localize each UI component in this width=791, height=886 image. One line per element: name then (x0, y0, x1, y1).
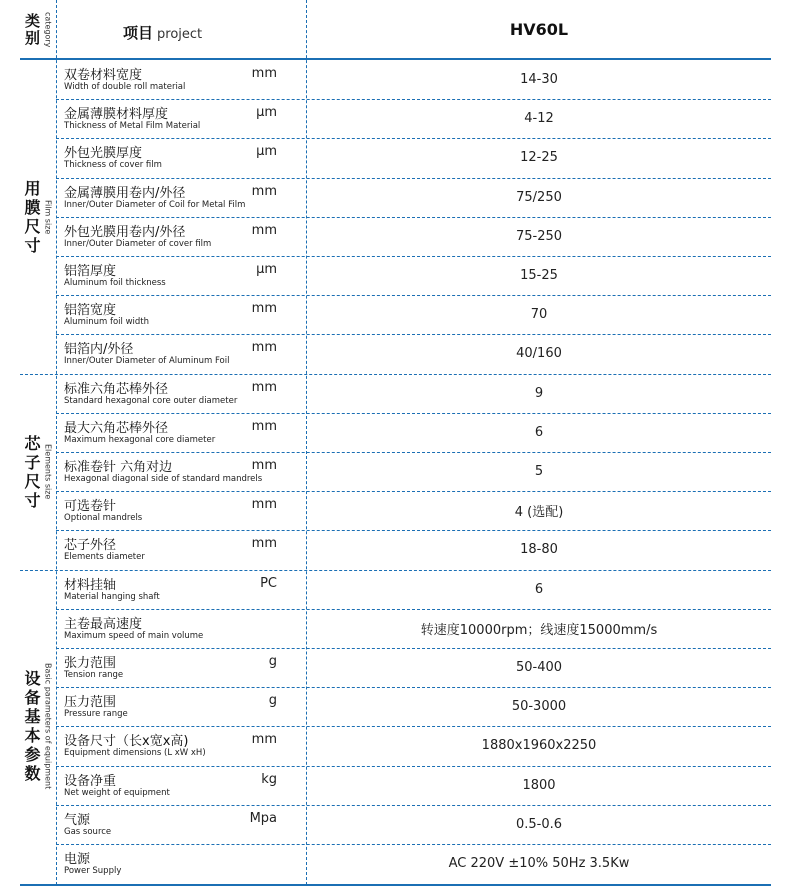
table-row (57, 766, 771, 805)
item-value: 18-80 (520, 542, 558, 558)
item-value: 40/160 (516, 346, 562, 362)
item-value: 75-250 (515, 228, 563, 244)
item-name-zh: 最大六角芯棒外径 (64, 420, 169, 436)
section-title-en: Basic parameters of equipment (43, 663, 53, 790)
table-row (57, 844, 771, 883)
item-value: 6 (534, 424, 544, 440)
item-unit: mm (251, 732, 277, 748)
item-unit: mm (251, 301, 277, 317)
item-unit: mm (251, 340, 277, 356)
item-unit: mm (251, 222, 277, 238)
item-name-en: Hexagonal diagonal side of standard mandrels (64, 474, 263, 484)
item-name-en: Aluminum foil width (64, 317, 150, 328)
section-category (20, 374, 56, 570)
item-name-en: Thickness of cover film (64, 160, 162, 171)
table-row (57, 530, 771, 569)
table-row (57, 491, 771, 530)
table-row (57, 374, 771, 413)
model-header: HV60L (509, 20, 569, 39)
table-row (57, 178, 771, 217)
item-value: AC 220V ±10% 50Hz 3.5Kw (448, 856, 630, 872)
item-value: 9 (534, 385, 544, 401)
table-row (57, 648, 771, 687)
table-header (0, 0, 791, 58)
item-value: 转速度10000rpm；线速度15000mm/s (420, 622, 658, 638)
section-title-zh: 设备基本参数 (24, 669, 41, 784)
item-value: 12-25 (520, 150, 558, 166)
item-name-zh: 主卷最高速度 (64, 616, 143, 632)
item-name-zh: 压力范围 (64, 695, 117, 711)
item-name-zh: 材料挂轴 (64, 577, 117, 593)
table-row (57, 138, 771, 177)
item-name-en: Elements diameter (64, 552, 145, 563)
item-name-en: Equipment dimensions (L xW xH) (64, 748, 206, 759)
item-unit: mm (251, 458, 277, 473)
item-value: 1800 (522, 777, 556, 793)
item-value: 1880x1960x2250 (481, 738, 597, 754)
item-unit: PC (260, 575, 277, 591)
item-name-zh: 金属薄膜用卷内/外径 (64, 185, 186, 201)
item-name-en: Maximum speed of main volume (64, 630, 204, 641)
item-name-zh: 铝箔厚度 (64, 264, 117, 279)
item-name-en: Inner/Outer Diameter of Coil for Metal Film (64, 199, 246, 210)
table-row (57, 570, 771, 609)
project-header-en: project (157, 27, 203, 42)
item-name-zh: 双卷材料宽度 (64, 68, 143, 83)
item-name-zh: 外包光膜厚度 (64, 146, 143, 162)
item-name-en: Tension range (64, 670, 124, 680)
item-name-zh: 标准卷针 六角对边 (64, 460, 173, 475)
item-value: 4-12 (524, 111, 554, 127)
item-name-en: Power Supply (64, 866, 122, 876)
item-name-en: Gas source (64, 826, 112, 837)
item-name-zh: 设备尺寸（长x宽x高) (64, 734, 189, 750)
table-row (57, 609, 771, 648)
category-header-zh: 类别 (24, 12, 40, 47)
item-unit: mm (251, 418, 277, 434)
item-unit: mm (251, 536, 277, 552)
item-unit: mm (251, 379, 277, 395)
item-value: 0.5-0.6 (515, 816, 563, 832)
section-title-zh: 用膜尺寸 (24, 178, 41, 255)
category-header-en: category (43, 12, 53, 48)
item-name-zh: 气源 (64, 812, 91, 828)
item-value: 5 (534, 464, 544, 480)
item-unit: Mpa (249, 810, 277, 826)
item-unit: μm (256, 262, 277, 277)
section-category (20, 570, 56, 884)
item-unit: g (268, 693, 277, 709)
item-name-en: Material hanging shaft (64, 591, 160, 602)
item-name-zh: 铝箔宽度 (64, 303, 117, 319)
item-value: 4 (选配) (514, 505, 564, 521)
table-row (57, 99, 771, 138)
section-title-zh: 芯子尺寸 (24, 433, 41, 510)
table-row (57, 452, 771, 491)
item-name-en: Width of double roll material (64, 82, 186, 92)
item-name-zh: 设备净重 (64, 773, 117, 789)
table-row (57, 60, 771, 99)
item-name-en: Thickness of Metal Film Material (64, 121, 201, 132)
table-row (57, 256, 771, 295)
section-category (20, 60, 56, 374)
project-header (123, 22, 202, 43)
item-name-zh: 金属薄膜材料厚度 (64, 107, 169, 123)
item-name-en: Net weight of equipment (64, 787, 170, 798)
section-title-en: Film size (43, 199, 53, 234)
item-name-en: Maximum hexagonal core diameter (64, 434, 216, 445)
item-value: 70 (530, 307, 548, 323)
item-name-zh: 外包光膜用卷内/外径 (64, 224, 186, 240)
table-row (57, 217, 771, 256)
item-value: 75/250 (516, 189, 562, 205)
item-name-zh: 可选卷针 (64, 499, 117, 515)
item-name-en: Optional mandrels (64, 513, 143, 524)
item-name-zh: 铝箔内/外径 (64, 342, 134, 358)
item-name-zh: 标准六角芯棒外径 (64, 381, 169, 397)
item-value: 6 (534, 581, 544, 597)
table-row (57, 295, 771, 334)
item-unit: μm (256, 105, 277, 121)
item-name-en: Inner/Outer Diameter of Aluminum Foil (64, 356, 230, 367)
item-unit: mm (251, 497, 277, 513)
table-row (57, 687, 771, 726)
item-value: 14-30 (520, 72, 558, 88)
section-title-en: Elements size (43, 443, 53, 500)
project-header-zh: 项目 (123, 24, 154, 42)
item-unit: μm (256, 144, 277, 160)
item-value: 15-25 (520, 268, 558, 284)
item-name-en: Aluminum foil thickness (64, 278, 166, 288)
item-name-en: Inner/Outer Diameter of cover film (64, 238, 212, 249)
item-name-zh: 张力范围 (64, 656, 117, 671)
table-row (57, 413, 771, 452)
item-value: 50-3000 (511, 699, 567, 715)
item-name-en: Pressure range (64, 709, 128, 720)
item-unit: mm (251, 66, 277, 81)
table-row (57, 805, 771, 844)
item-unit: kg (261, 771, 277, 787)
table-row (57, 726, 771, 765)
item-unit: mm (251, 183, 277, 199)
table-row (57, 334, 771, 373)
item-name-en: Standard hexagonal core outer diameter (64, 395, 238, 406)
category-header (20, 8, 56, 52)
item-name-zh: 电源 (64, 852, 91, 867)
item-value: 50-400 (515, 660, 563, 676)
item-name-zh: 芯子外径 (64, 538, 117, 554)
item-unit: g (268, 654, 277, 669)
